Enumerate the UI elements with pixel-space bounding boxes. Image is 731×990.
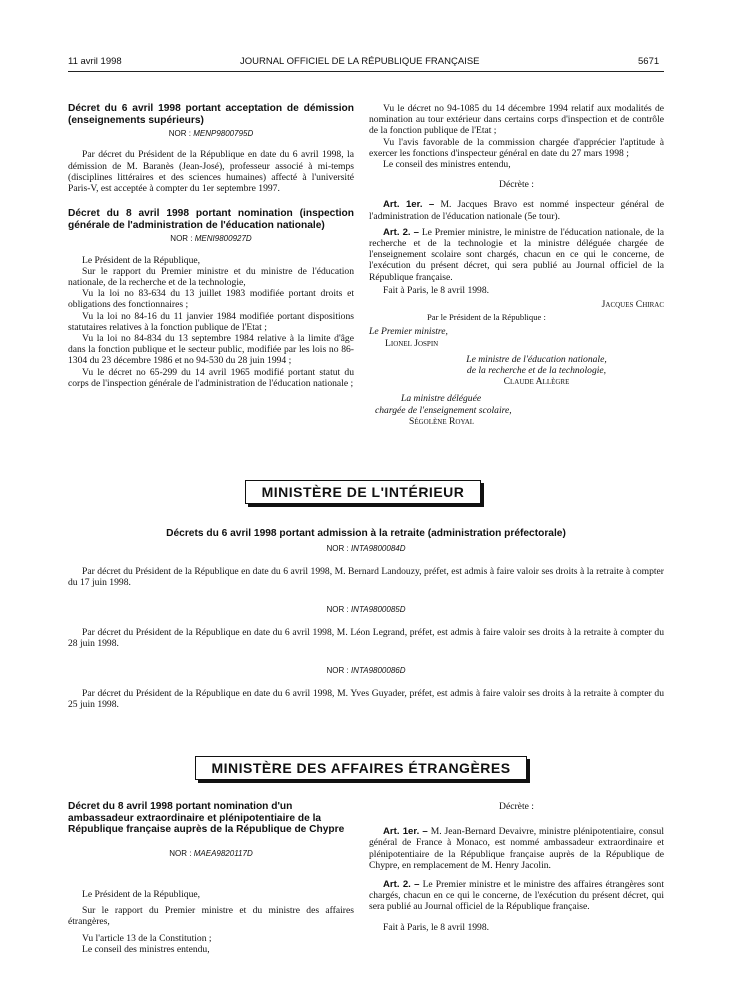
decret-1-nor: NOR : MENP9800795D — [168, 129, 254, 139]
etrangeres-para: Le Président de la République, — [82, 888, 201, 900]
section-heading-interieur: MINISTÈRE DE L'INTÉRIEUR — [245, 480, 481, 504]
interieur-entry-2: Par décret du Président de la République en date du 6 avril 1998, M. Léon Legrand, préfet, est admis à faire valoir ses droits à la retraite à compter du 28 juin 1998. — [68, 627, 664, 650]
decret-2-nor: NOR : MENI9800927D — [170, 234, 252, 244]
signature-president: Jacques Chirac — [601, 299, 664, 311]
interieur-entry-3: Par décret du Président de la République en date du 6 avril 1998, M. Yves Guyader, préfet, est admis à faire valoir ses droits à la retraite à compter du 25 juin 1998. — [68, 688, 664, 711]
article-2: Art. 2. – Le Premier ministre, le ministre de l'éducation nationale, de la recherche et de la technologie et la ministre déléguée chargée de l'enseignement scolaire sont chargés, chacun en ce qui le concerne, de l'exécution du présent décret, qui sera publié au Journal officiel de la République française. — [369, 226, 664, 283]
header-page-number: 5671 — [638, 56, 660, 67]
header-journal: JOURNAL OFFICIEL DE LA RÉPUBLIQUE FRANÇAISE — [240, 56, 480, 67]
etrangeres-fait: Fait à Paris, le 8 avril 1998. — [383, 921, 490, 933]
pm-title: Le Premier ministre, — [369, 326, 448, 338]
etrangeres-title: Décret du 8 avril 1998 portant nomination d'un ambassadeur extraordinaire et plénipotentiaire de la République française auprès de la République de Chypre — [68, 801, 345, 836]
decret-2-para: Sur le rapport du Premier ministre et du ministre de l'éducation nationale, de la recherche et de la technologie, — [68, 265, 354, 288]
decret-1-body: Par décret du Président de la République en date du 6 avril 1998, la démission de M. Baranès (Jean-José), professeur associé à mi-temps (disciplines littéraires et des sciences humaines) affecté à l'université Paris-V, est acceptée à compter du 1er septembre 1997. — [68, 149, 354, 194]
md-title-2: chargée de l'enseignement scolaire, — [375, 404, 512, 416]
section-heading-affaires-etrangeres: MINISTÈRE DES AFFAIRES ÉTRANGÈRES — [195, 756, 527, 780]
etrangeres-left-column — [68, 801, 354, 955]
etrangeres-article-2: Art. 2. – Le Premier ministre et le ministre des affaires étrangères sont chargés, chacun en ce qui le concerne, de l'exécution du présent décret, qui sera publié au Journal officiel de la République française. — [369, 879, 664, 913]
etrangeres-decrete: Décrète : — [499, 801, 534, 812]
decret-2-para: Vu la loi no 84-16 du 11 janvier 1984 modifiée portant dispositions statutaires relatives à la fonction publique de l'Etat ; — [68, 310, 354, 333]
right-column — [369, 103, 664, 427]
header-rule — [68, 71, 664, 72]
interieur-title: Décrets du 6 avril 1998 portant admission à la retraite (administration préfectorale) — [166, 528, 566, 539]
etrangeres-para: Vu l'article 13 de la Constitution ; — [82, 932, 212, 944]
min-title-2: de la recherche et de la technologie, — [466, 365, 607, 377]
md-name: Ségolène Royal — [409, 415, 475, 427]
decret-2-para: Le Président de la République, — [82, 254, 201, 266]
decret-2-para: Vu la loi no 83-634 du 13 juillet 1983 modifiée portant droits et obligations des fonctionnaires ; — [68, 288, 354, 311]
etrangeres-article-1: Art. 1er. – M. Jean-Bernard Devaivre, ministre plénipotentiaire, consul général de France à Monaco, est nommé ambassadeur extraordinaire et plénipotentiaire de la République française auprès de la République de Chypre, en remplacement de M. Henry Jacolin. — [369, 826, 664, 871]
min-name: Claude Allègre — [503, 376, 570, 388]
etrangeres-para: Le conseil des ministres entendu, — [82, 943, 210, 955]
decrete-label: Décrète : — [499, 179, 534, 191]
decret-2-para: Vu le décret no 65-299 du 14 avril 1965 modifié portant statut du corps de l'inspection générale de l'administration de l'éducation nationale ; — [68, 366, 354, 389]
left-column — [68, 103, 354, 389]
article-1: Art. 1er. – M. Jacques Bravo est nommé inspecteur général de l'administration de l'éducation nationale (5e tour). — [369, 199, 664, 222]
pm-name: Lionel Jospin — [385, 337, 439, 349]
fait-a-paris: Fait à Paris, le 8 avril 1998. — [383, 284, 490, 296]
etrangeres-para: Sur le rapport du Premier ministre et du ministre des affaires étrangères, — [68, 905, 354, 928]
right-para: Le conseil des ministres entendu, — [383, 159, 511, 171]
decret-2-para: Vu la loi no 84-834 du 13 septembre 1984 relative à la limite d'âge dans la fonction publique et le secteur public, modifiée par les lois no 86-1304 du 23 décembre 1986 et no 94-530 du 28 juin 1994 ; — [68, 333, 354, 367]
etrangeres-right-column — [369, 801, 664, 933]
header-date: 11 avril 1998 — [68, 56, 122, 67]
interieur-nor-3: NOR : INTA9800086D — [326, 666, 406, 675]
par-le-president: Par le Président de la République : — [427, 312, 546, 323]
md-title-1: La ministre déléguée — [401, 393, 482, 405]
right-para: Vu l'avis favorable de la commission chargée d'apprécier l'aptitude à exercer les fonctions d'inspecteur général en date du 27 mars 1998 ; — [369, 136, 664, 159]
interieur-nor-1: NOR : INTA9800084D — [326, 544, 406, 553]
right-para: Vu le décret no 94-1085 du 14 décembre 1994 relatif aux modalités de nomination au tour extérieur dans certains corps d'inspection et de contrôle de la fonction publique de l'Etat ; — [369, 103, 664, 137]
interieur-entry-1: Par décret du Président de la République en date du 6 avril 1998, M. Bernard Landouzy, préfet, est admis à faire valoir ses droits à la retraite à compter du 17 juin 1998. — [68, 566, 664, 589]
decret-1-title: Décret du 6 avril 1998 portant acceptation de démission (enseignements supérieurs) — [68, 103, 354, 126]
interieur-nor-2: NOR : INTA9800085D — [326, 605, 406, 614]
min-title-1: Le ministre de l'éducation nationale, — [466, 353, 607, 365]
etrangeres-nor: NOR : MAEA9820117D — [169, 848, 253, 858]
decret-2-title: Décret du 8 avril 1998 portant nomination (inspection générale de l'administration de l'éducation nationale) — [68, 208, 354, 231]
